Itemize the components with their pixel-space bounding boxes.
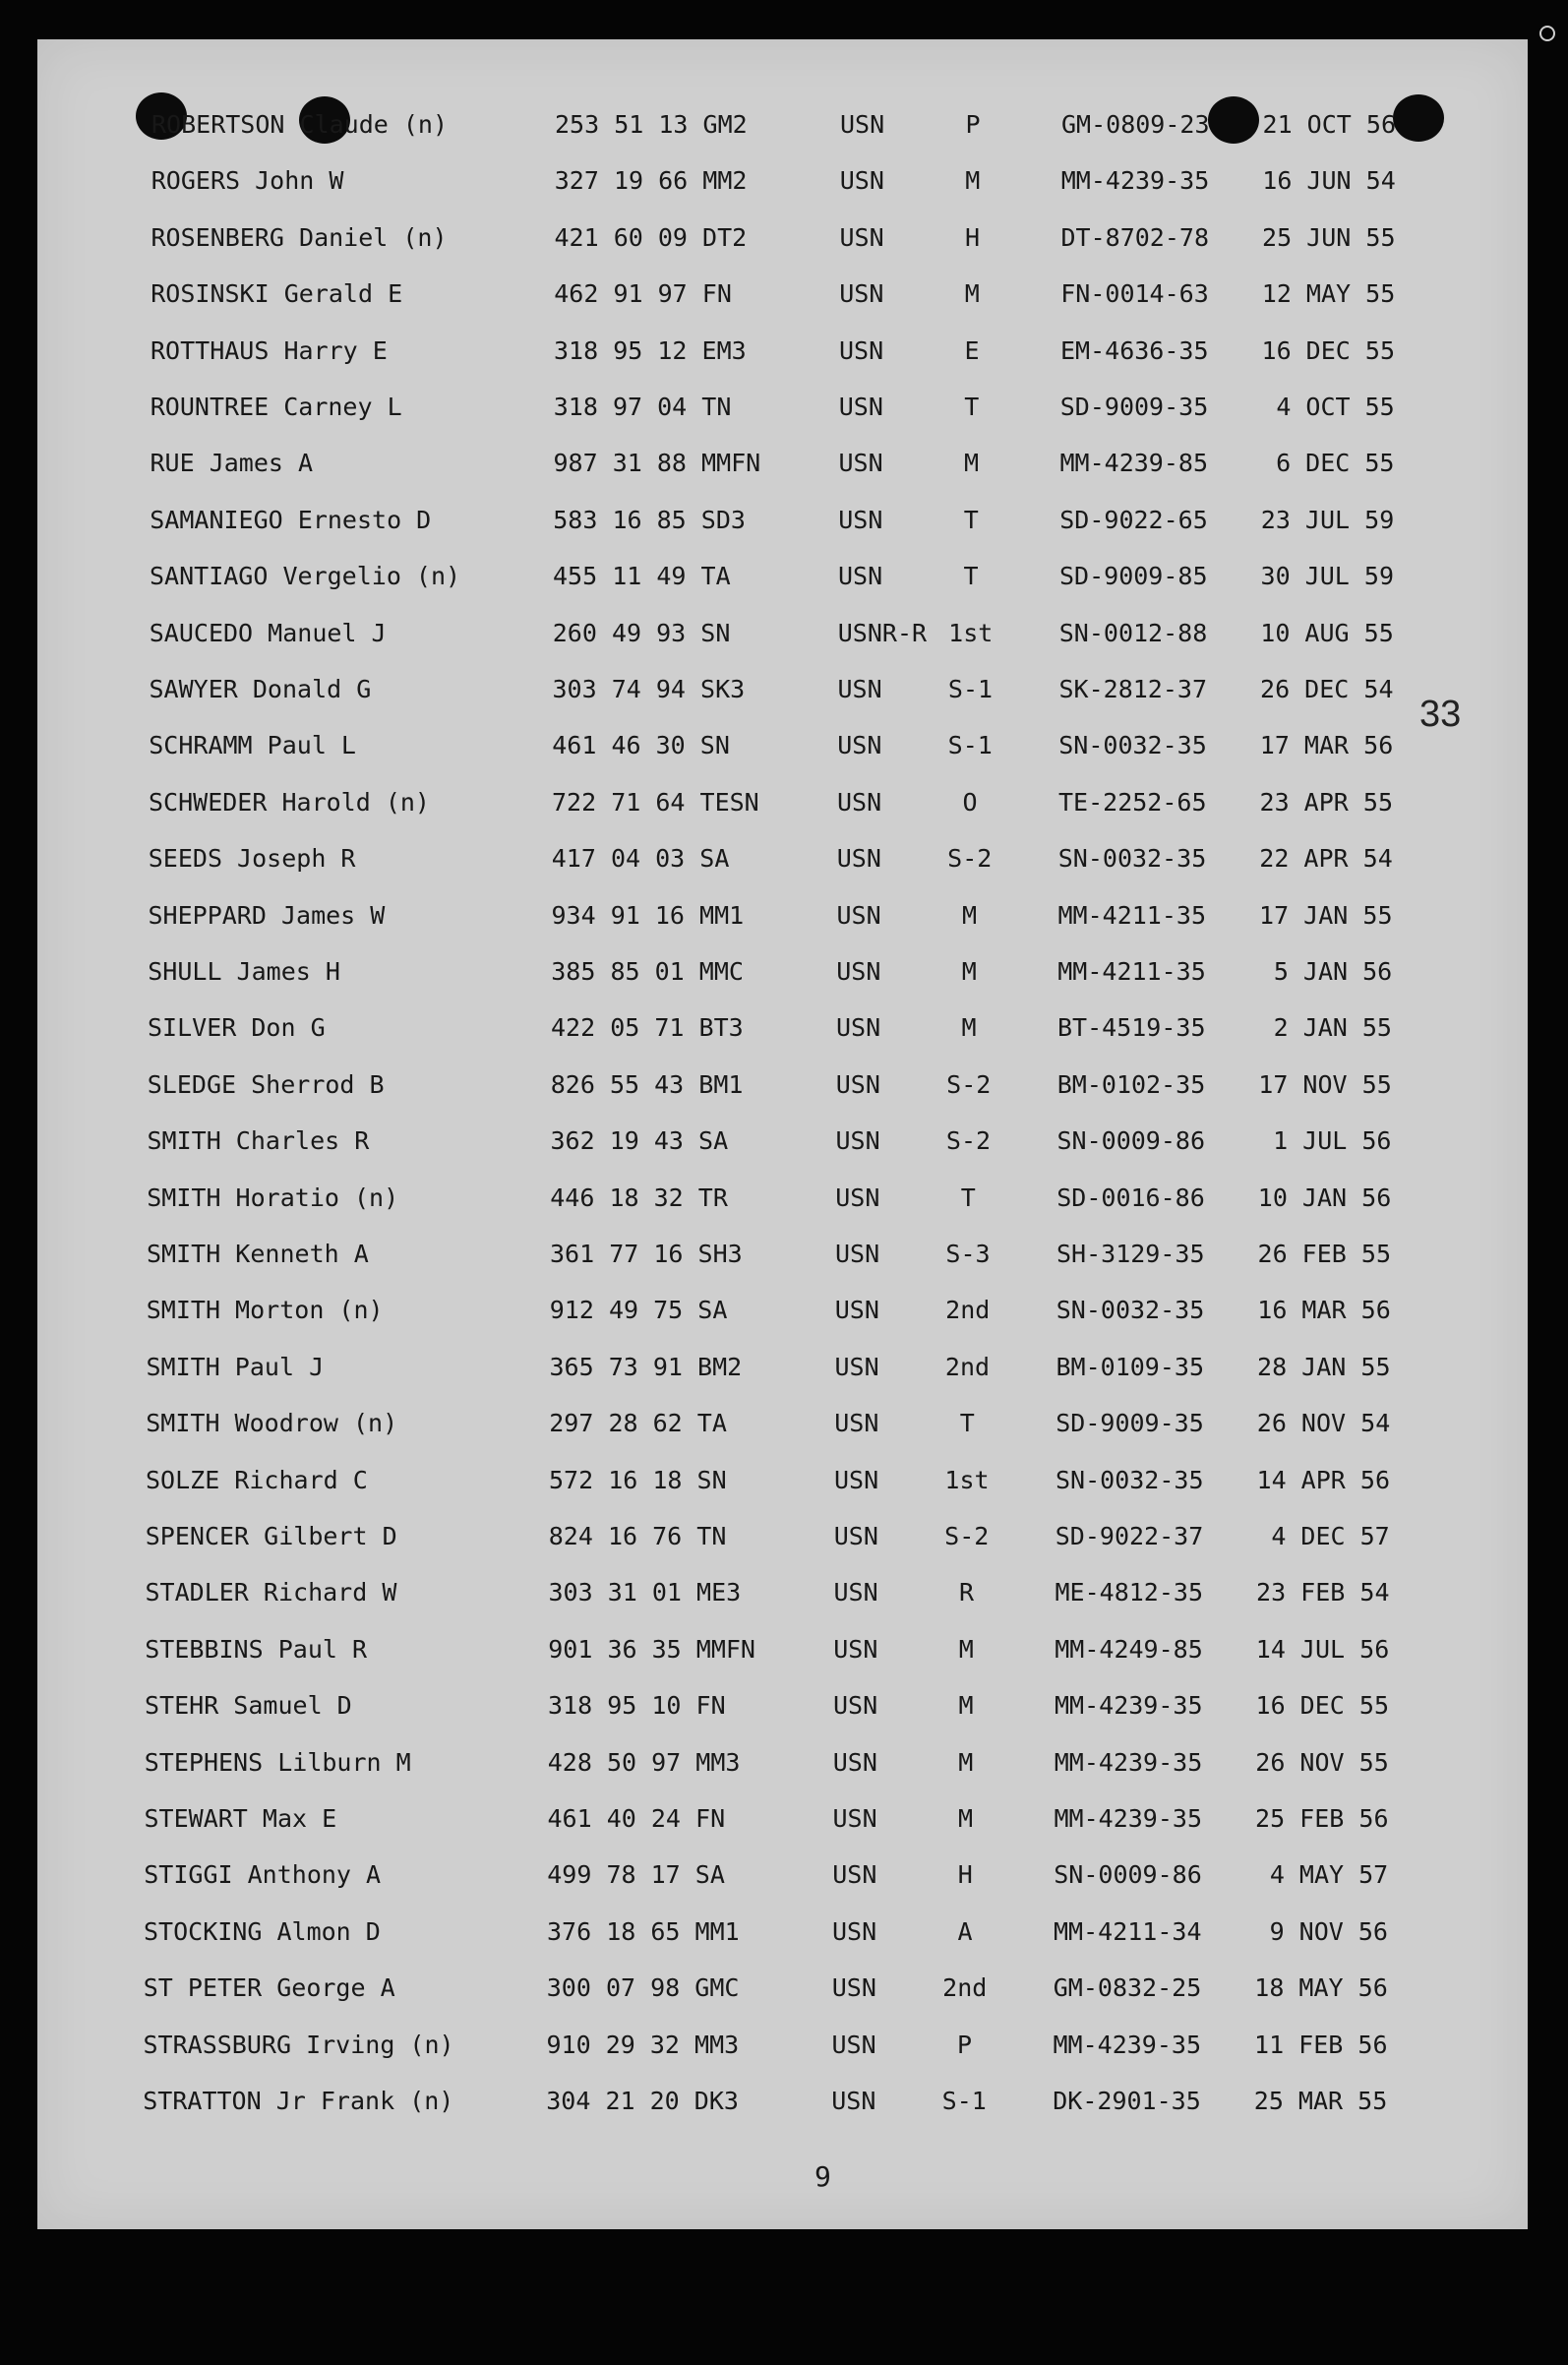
service-number: 376 18 65 MM1 <box>547 1916 740 1946</box>
assignment-code: H <box>957 1860 973 1890</box>
entry-date: 22 APR 54 <box>1259 844 1393 874</box>
roster-row <box>149 896 1526 936</box>
roster-row <box>151 105 1529 145</box>
rating-code: SN-0032-35 <box>1057 844 1207 874</box>
service-branch: USN <box>832 1916 877 1946</box>
entry-date: 16 JUN 54 <box>1262 166 1396 196</box>
entry-date: 11 FEB 56 <box>1254 2030 1388 2059</box>
entry-date: 26 NOV 54 <box>1256 1409 1391 1438</box>
entry-date: 28 JAN 55 <box>1257 1352 1391 1381</box>
service-number: 583 16 85 SD3 <box>553 505 746 534</box>
service-branch: USN <box>837 675 882 703</box>
service-branch: USN <box>840 110 885 139</box>
roster-row <box>144 1912 1521 1952</box>
service-member-name: STEPHENS Lilburn M <box>144 1747 411 1777</box>
roster-row <box>150 501 1527 540</box>
page-side-mark: 33 <box>1419 694 1462 735</box>
service-number: 303 74 94 SK3 <box>552 675 746 703</box>
entry-date: 9 NOV 56 <box>1269 1916 1388 1946</box>
service-member-name: SMITH Charles R <box>147 1126 370 1156</box>
personnel-roster <box>37 39 1528 2229</box>
rating-code: MM-4239-35 <box>1060 166 1210 196</box>
service-branch: USN <box>832 1804 877 1833</box>
service-branch: USN <box>834 1409 879 1438</box>
service-number: 318 95 10 FN <box>548 1691 726 1721</box>
rating-code: MM-4239-35 <box>1054 1747 1203 1777</box>
assignment-code: S-3 <box>945 1240 991 1268</box>
service-branch: USN <box>838 449 883 478</box>
entry-date: 14 APR 56 <box>1256 1465 1390 1494</box>
roster-row <box>146 1404 1523 1443</box>
rating-code: MM-4211-35 <box>1057 957 1206 986</box>
service-member-name: ROSINSKI Gerald E <box>151 279 403 309</box>
roster-row <box>144 1969 1521 2008</box>
roster-row <box>144 1855 1521 1895</box>
edge-mark <box>1539 26 1555 41</box>
rating-code: MM-4239-85 <box>1059 449 1209 478</box>
rating-code: SH-3129-35 <box>1056 1240 1205 1268</box>
service-number: 421 60 09 DT2 <box>554 222 748 252</box>
service-number: 260 49 93 SN <box>552 618 731 647</box>
service-member-name: STEBBINS Paul R <box>145 1634 368 1664</box>
entry-date: 26 NOV 55 <box>1255 1747 1389 1777</box>
assignment-code: R <box>958 1578 975 1607</box>
entry-date: 5 JAN 56 <box>1273 957 1393 986</box>
service-branch: USN <box>833 1578 878 1607</box>
service-member-name: SMITH Woodrow (n) <box>146 1409 398 1438</box>
assignment-code: M <box>958 1747 974 1777</box>
rating-code: MM-4239-35 <box>1053 2030 1202 2059</box>
rating-code: SN-0009-86 <box>1054 1860 1202 1890</box>
service-member-name: STOCKING Almon D <box>144 1916 381 1946</box>
service-number: 428 50 97 MM3 <box>547 1747 741 1777</box>
roster-row <box>151 274 1528 314</box>
entry-date: 21 OCT 56 <box>1262 110 1396 139</box>
assignment-code: S-2 <box>944 1522 990 1550</box>
service-branch: USN <box>833 1691 878 1721</box>
service-branch: USN <box>836 1013 881 1043</box>
assignment-code: M <box>961 900 978 930</box>
service-member-name: SLEDGE Sherrod B <box>147 1069 385 1099</box>
service-number: 987 31 88 MMFN <box>553 449 761 478</box>
service-member-name: ROTTHAUS Harry E <box>151 335 388 365</box>
assignment-code: A <box>957 1916 973 1946</box>
service-member-name: ST PETER George A <box>143 1973 395 2003</box>
rating-code: SD-0016-86 <box>1056 1182 1205 1212</box>
assignment-code: M <box>961 1013 977 1043</box>
assignment-code: T <box>963 505 979 534</box>
entry-date: 4 DEC 57 <box>1271 1522 1390 1550</box>
roster-row <box>151 332 1528 371</box>
rating-code: SN-0012-88 <box>1058 618 1208 647</box>
rating-code: DT-8702-78 <box>1060 222 1210 252</box>
rating-code: MM-4239-35 <box>1055 1691 1203 1721</box>
entry-date: 17 MAR 56 <box>1259 731 1394 760</box>
roster-row <box>145 1743 1522 1783</box>
roster-row <box>150 670 1527 709</box>
assignment-code: M <box>965 166 981 196</box>
roster-row <box>151 444 1528 483</box>
rating-code: MM-4239-35 <box>1054 1804 1203 1833</box>
roster-row <box>146 1573 1523 1612</box>
page-number: 9 <box>814 2160 831 2193</box>
service-member-name: STEWART Max E <box>144 1804 337 1833</box>
entry-date: 10 AUG 55 <box>1260 618 1394 647</box>
rating-code: EM-4636-35 <box>1060 335 1209 365</box>
rating-code: DK-2901-35 <box>1053 2087 1201 2115</box>
service-member-name: STADLER Richard W <box>145 1578 397 1607</box>
service-member-name: SILVER Don G <box>148 1013 326 1043</box>
roster-row <box>148 952 1525 992</box>
roster-row <box>145 1799 1522 1839</box>
assignment-code: P <box>956 2030 973 2059</box>
roster-row <box>149 726 1526 765</box>
service-member-name: STEHR Samuel D <box>145 1691 352 1721</box>
entry-date: 16 DEC 55 <box>1261 335 1395 365</box>
assignment-code: T <box>963 562 979 591</box>
service-number: 303 31 01 ME3 <box>548 1578 742 1607</box>
rating-code: TE-2252-65 <box>1058 787 1207 817</box>
rating-code: GM-0809-23 <box>1061 110 1210 139</box>
entry-date: 2 JAN 55 <box>1273 1013 1392 1043</box>
service-branch: USN <box>835 1126 880 1156</box>
assignment-code: O <box>962 787 978 817</box>
entry-date: 16 MAR 56 <box>1257 1296 1391 1325</box>
service-branch: USN <box>832 1860 877 1890</box>
assignment-code: M <box>961 957 977 986</box>
rating-code: FN-0014-63 <box>1060 279 1209 309</box>
rating-code: MM-4249-85 <box>1055 1634 1203 1664</box>
service-branch: USN <box>838 562 883 591</box>
roster-row <box>150 557 1527 596</box>
roster-row <box>147 1235 1524 1274</box>
service-member-name: SCHRAMM Paul L <box>149 731 356 760</box>
service-branch: USN <box>836 957 881 986</box>
assignment-code: 1st <box>944 1465 990 1494</box>
roster-row <box>147 1291 1524 1330</box>
roster-row <box>144 2026 1521 2065</box>
service-branch: USN <box>831 2030 876 2059</box>
entry-date: 23 APR 55 <box>1259 787 1393 817</box>
roster-row <box>148 1122 1525 1161</box>
service-number: 824 16 76 TN <box>548 1522 727 1550</box>
document-page <box>37 39 1528 2229</box>
service-number: 934 91 16 MM1 <box>551 900 745 930</box>
service-number: 461 40 24 FN <box>547 1804 726 1833</box>
rating-code: SD-9009-85 <box>1059 562 1208 591</box>
assignment-code: S-1 <box>941 2087 987 2115</box>
service-branch: USN <box>835 1069 880 1099</box>
service-number: 300 07 98 GMC <box>546 1973 740 2003</box>
entry-date: 18 MAY 56 <box>1254 1973 1388 2003</box>
service-member-name: SMITH Horatio (n) <box>147 1182 399 1212</box>
assignment-code: M <box>958 1634 974 1664</box>
roster-row <box>147 1179 1524 1218</box>
service-member-name: SMITH Morton (n) <box>146 1296 384 1325</box>
assignment-code: 2nd <box>944 1352 991 1381</box>
entry-date: 17 NOV 55 <box>1258 1069 1392 1099</box>
service-member-name: ROUNTREE Carney L <box>150 393 402 421</box>
entry-date: 25 FEB 56 <box>1255 1804 1389 1833</box>
service-number: 318 95 12 EM3 <box>554 335 747 365</box>
rating-code: BM-0102-35 <box>1056 1069 1206 1099</box>
service-number: 385 85 01 MMC <box>551 957 744 986</box>
entry-date: 25 MAR 55 <box>1253 2087 1388 2115</box>
service-member-name: STRASSBURG Irving (n) <box>143 2030 454 2059</box>
service-member-name: RUE James A <box>150 449 314 478</box>
service-number: 362 19 43 SA <box>550 1126 729 1156</box>
assignment-code: S-1 <box>947 675 994 703</box>
service-number: 910 29 32 MM3 <box>546 2030 740 2059</box>
service-branch: USN <box>839 166 884 196</box>
service-member-name: SEEDS Joseph R <box>148 844 356 874</box>
roster-row <box>148 1008 1525 1048</box>
rating-code: MM-4211-35 <box>1057 900 1207 930</box>
entry-date: 23 JUL 59 <box>1260 505 1395 534</box>
entry-date: 12 MAY 55 <box>1261 279 1396 309</box>
service-member-name: SAWYER Donald G <box>149 675 372 703</box>
assignment-code: E <box>964 335 980 365</box>
entry-date: 25 JUN 55 <box>1262 222 1396 252</box>
rating-code: SK-2812-37 <box>1058 675 1208 703</box>
service-member-name: SANTIAGO Vergelio (n) <box>150 562 461 591</box>
roster-row <box>143 2082 1520 2121</box>
service-number: 572 16 18 SN <box>549 1465 727 1494</box>
service-branch: USN <box>831 1973 876 2003</box>
service-branch: USN <box>839 279 884 309</box>
service-member-name: ROBERTSON Claude (n) <box>151 110 449 139</box>
roster-row <box>146 1517 1523 1556</box>
service-member-name: SCHWEDER Harold (n) <box>149 787 430 817</box>
service-number: 327 19 66 MM2 <box>554 166 748 196</box>
roster-row <box>151 388 1528 427</box>
assignment-code: M <box>958 1691 974 1721</box>
service-member-name: SHEPPARD James W <box>148 900 386 930</box>
service-number: 361 77 16 SH3 <box>550 1240 743 1268</box>
rating-code: BT-4519-35 <box>1057 1013 1206 1043</box>
roster-row <box>145 1630 1522 1669</box>
assignment-code: M <box>957 1804 974 1833</box>
service-number: 417 04 03 SA <box>551 844 730 874</box>
service-member-name: SMITH Paul J <box>146 1352 325 1381</box>
assignment-code: S-2 <box>946 1069 992 1099</box>
service-branch: USN <box>834 1296 879 1325</box>
service-branch: USN <box>834 1465 879 1494</box>
service-member-name: SAMANIEGO Ernesto D <box>150 505 432 534</box>
service-member-name: ROSENBERG Daniel (n) <box>151 222 448 252</box>
service-branch: USN <box>838 505 883 534</box>
rating-code: SN-0032-35 <box>1055 1296 1205 1325</box>
assignment-code: T <box>964 393 980 421</box>
assignment-code: P <box>965 110 981 139</box>
assignment-code: T <box>959 1409 975 1438</box>
assignment-code: 2nd <box>945 1296 991 1325</box>
service-member-name: SPENCER Gilbert D <box>145 1522 397 1550</box>
service-number: 499 78 17 SA <box>547 1860 725 1890</box>
service-branch: USN <box>835 1182 880 1212</box>
roster-row <box>149 783 1526 822</box>
service-branch: USN <box>832 1747 877 1777</box>
entry-date: 4 MAY 57 <box>1269 1860 1389 1890</box>
service-member-name: STRATTON Jr Frank (n) <box>143 2087 454 2115</box>
roster-row <box>151 161 1529 201</box>
rating-code: SD-9009-35 <box>1055 1409 1204 1438</box>
roster-row <box>145 1686 1522 1726</box>
service-branch: USN <box>837 731 882 760</box>
rating-code: BM-0109-35 <box>1055 1352 1205 1381</box>
assignment-code: S-2 <box>947 844 993 874</box>
service-number: 446 18 32 TR <box>550 1182 728 1212</box>
assignment-code: T <box>960 1182 976 1212</box>
rating-code: GM-0832-25 <box>1053 1973 1202 2003</box>
assignment-code: 2nd <box>942 1973 988 2003</box>
roster-row <box>151 218 1529 258</box>
entry-date: 26 FEB 55 <box>1257 1240 1391 1268</box>
service-member-name: ROGERS John W <box>151 166 344 196</box>
rating-code: SN-0032-35 <box>1058 731 1207 760</box>
service-member-name: SHULL James H <box>148 957 340 986</box>
roster-row <box>148 1065 1525 1105</box>
service-number: 826 55 43 BM1 <box>550 1069 744 1099</box>
service-member-name: STIGGI Anthony A <box>144 1860 382 1890</box>
roster-row <box>150 614 1527 653</box>
assignment-code: S-2 <box>945 1126 992 1156</box>
assignment-code: H <box>964 222 981 252</box>
service-branch: USN <box>839 222 884 252</box>
assignment-code: M <box>964 279 980 309</box>
entry-date: 23 FEB 54 <box>1256 1578 1390 1607</box>
entry-date: 30 JUL 59 <box>1260 562 1394 591</box>
service-number: 722 71 64 TESN <box>552 787 759 817</box>
entry-date: 6 DEC 55 <box>1276 449 1395 478</box>
roster-row <box>147 1348 1524 1387</box>
service-number: 365 73 91 BM2 <box>549 1352 743 1381</box>
service-branch: USN <box>839 335 884 365</box>
service-branch: USN <box>836 844 881 874</box>
rating-code: SN-0009-86 <box>1056 1126 1206 1156</box>
service-branch: USN <box>831 2087 876 2115</box>
roster-row <box>149 839 1526 879</box>
service-branch: USN <box>833 1522 878 1550</box>
assignment-code: 1st <box>948 618 994 647</box>
service-branch: USN <box>833 1634 878 1664</box>
service-branch: USN <box>834 1352 879 1381</box>
assignment-code: S-1 <box>947 731 993 760</box>
rating-code: SD-9022-37 <box>1055 1522 1204 1550</box>
service-branch: USN <box>836 900 881 930</box>
service-number: 461 46 30 SN <box>552 731 730 760</box>
service-number: 912 49 75 SA <box>549 1296 728 1325</box>
service-branch: USN <box>835 1240 880 1268</box>
service-member-name: SMITH Kenneth A <box>147 1240 369 1268</box>
rating-code: SN-0032-35 <box>1055 1465 1204 1494</box>
entry-date: 1 JUL 56 <box>1273 1126 1392 1156</box>
service-number: 297 28 62 TA <box>549 1409 727 1438</box>
service-number: 422 05 71 BT3 <box>551 1013 744 1043</box>
entry-date: 14 JUL 56 <box>1255 1634 1390 1664</box>
service-branch: USN <box>837 787 882 817</box>
entry-date: 16 DEC 55 <box>1255 1691 1389 1721</box>
service-number: 318 97 04 TN <box>553 393 732 421</box>
service-number: 455 11 49 TA <box>553 562 731 591</box>
service-member-name: SOLZE Richard C <box>146 1465 368 1494</box>
service-number: 253 51 13 GM2 <box>555 110 748 139</box>
service-number: 462 91 97 FN <box>554 279 732 309</box>
entry-date: 26 DEC 54 <box>1260 675 1394 703</box>
entry-date: 10 JAN 56 <box>1257 1182 1392 1212</box>
service-branch: USN <box>838 393 883 421</box>
service-member-name: SAUCEDO Manuel J <box>149 618 387 647</box>
roster-row <box>146 1461 1523 1500</box>
service-branch: USNR-R <box>837 618 928 647</box>
service-number: 901 36 35 MMFN <box>548 1634 755 1664</box>
rating-code: MM-4211-34 <box>1054 1916 1202 1946</box>
assignment-code: M <box>963 449 980 478</box>
rating-code: SD-9009-35 <box>1059 393 1209 421</box>
rating-code: SD-9022-65 <box>1059 505 1208 534</box>
entry-date: 17 JAN 55 <box>1259 900 1393 930</box>
rating-code: ME-4812-35 <box>1055 1578 1204 1607</box>
service-number: 304 21 20 DK3 <box>546 2087 739 2115</box>
entry-date: 4 OCT 55 <box>1276 393 1395 421</box>
